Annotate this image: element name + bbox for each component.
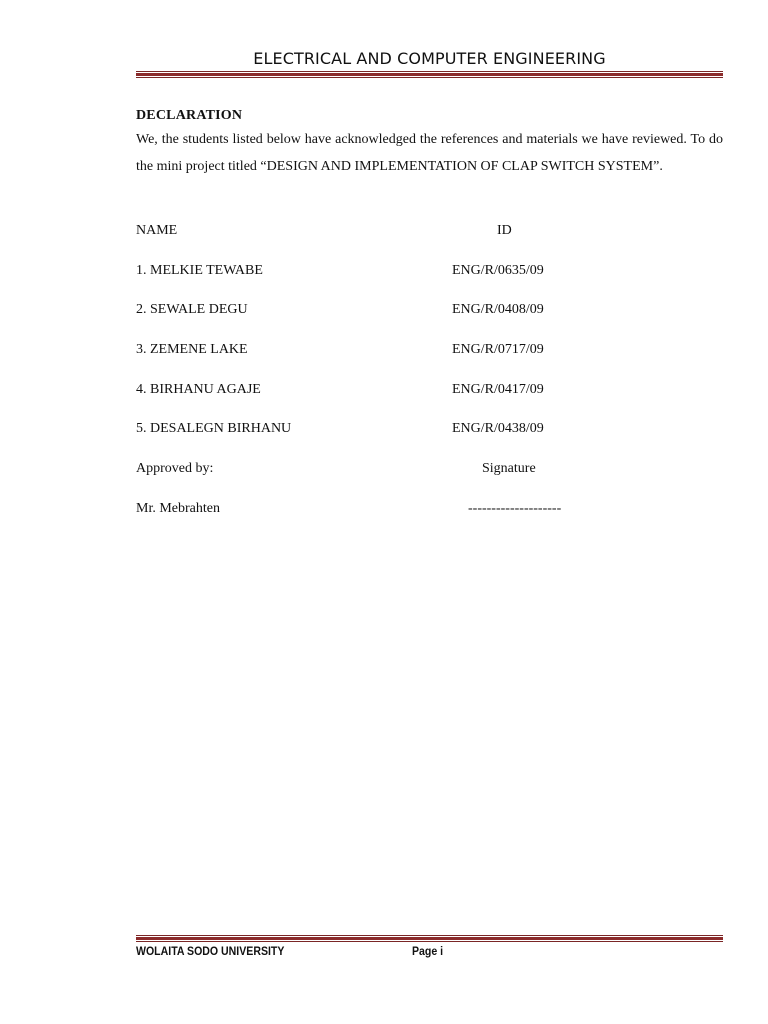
signature-label: Signature — [482, 461, 536, 476]
approver-name: Mr. Mebrahten — [136, 501, 220, 516]
approval-row — [136, 461, 723, 479]
student-id: ENG/R/0408/09 — [452, 302, 544, 317]
table-row — [136, 382, 723, 400]
table-row — [136, 302, 723, 320]
id-column-header: ID — [497, 223, 512, 238]
name-column-header: NAME — [136, 223, 178, 238]
header-rule — [136, 71, 723, 78]
student-name: 3. ZEMENE LAKE — [136, 342, 248, 357]
declaration-paragraph: We, the students listed below have acknowledged the references and materials we have reviewed. To do the mini project titled “DESIGN AND IMPLEMENTATION OF CLAP SWITCH SYSTEM”. — [136, 132, 723, 174]
table-header-row — [136, 223, 723, 241]
student-id: ENG/R/0717/09 — [452, 342, 544, 357]
footer-university: WOLAITA SODO UNIVERSITY — [136, 944, 285, 958]
student-id: ENG/R/0635/09 — [452, 263, 544, 278]
footer-rule — [136, 935, 723, 942]
student-id: ENG/R/0417/09 — [452, 382, 544, 397]
footer-page-number: Page i — [412, 944, 444, 958]
table-row — [136, 342, 723, 360]
approver-row — [136, 501, 723, 519]
student-name: 2. SEWALE DEGU — [136, 302, 248, 317]
table-row — [136, 263, 723, 281]
student-name: 4. BIRHANU AGAJE — [136, 382, 261, 397]
approved-by-label: Approved by: — [136, 461, 214, 476]
student-name: 5. DESALEGN BIRHANU — [136, 421, 292, 436]
table-row — [136, 421, 723, 439]
student-name: 1. MELKIE TEWABE — [136, 263, 263, 278]
declaration-heading: DECLARATION — [136, 108, 243, 123]
student-id: ENG/R/0438/09 — [452, 421, 544, 436]
signature-line: -------------------- — [468, 501, 562, 516]
page-header-title: ELECTRICAL AND COMPUTER ENGINEERING — [253, 49, 606, 68]
